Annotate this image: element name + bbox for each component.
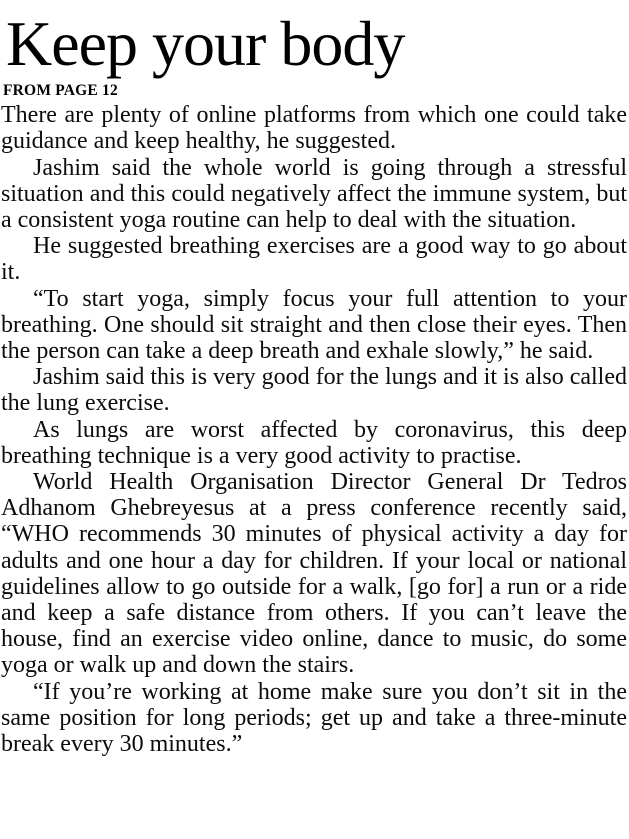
paragraph: “If you’re working at home make sure you don’t sit in the same position for long periods; get up and take a three-minute break every 30 minutes.” (1, 678, 627, 758)
paragraph: Jashim said this is very good for the lungs and it is also called the lung exercise. (1, 364, 627, 417)
paragraph: World Health Organisation Director General Dr Tedros Adhanom Ghebreyesus at a press conference recently said, “WHO recommends 30 minutes of physical activity a day for adults and one hour a day for children. If your local or national guidelines allow to go outside for a walk, [go for] a run or a ride and keep a safe distance from others. If you can’t leave the house, find an exercise video online, dance to music, do some yoga or walk up and down the stairs. (1, 469, 627, 679)
paragraph: “To start yoga, simply focus your full attention to your breathing. One should sit straight and then close their eyes. Then the person can take a deep breath and exhale slowly,” he said. (1, 285, 627, 365)
continuation-kicker: FROM PAGE 12 (3, 82, 118, 100)
paragraph: Jashim said the whole world is going through a stressful situation and this could negatively affect the immune system, but a consistent yoga routine can help to deal with the situation. (1, 154, 627, 233)
paragraph: He suggested breathing exercises are a good way to go about it. (1, 233, 627, 286)
article-body (1, 102, 627, 757)
article-headline: Keep your body (6, 8, 405, 79)
paragraph: As lungs are worst affected by coronavirus, this deep breathing technique is a very good activity to practise. (1, 416, 627, 469)
paragraph: There are plenty of online platforms from which one could take guidance and keep healthy, he suggested. (1, 102, 627, 155)
